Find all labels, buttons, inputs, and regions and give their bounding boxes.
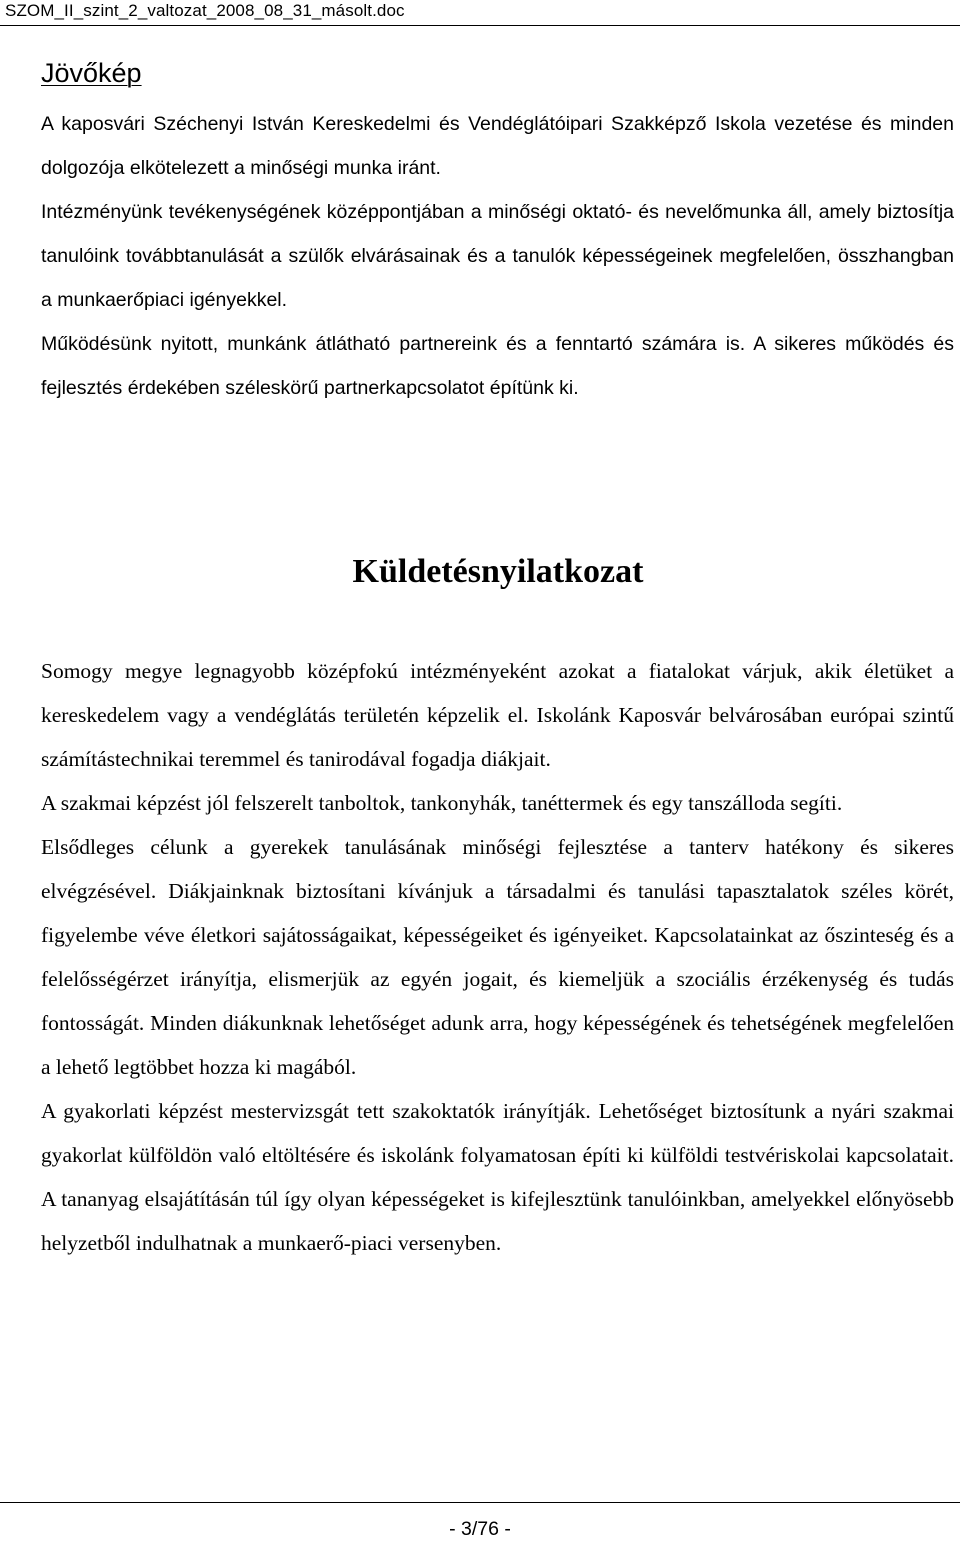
section-heading-mission: Küldetésnyilatkozat bbox=[352, 553, 644, 590]
paragraph: Intézményünk tevékenységének középpontjában a minőségi oktató- és nevelőmunka áll, amely biztosítja tanulóink továbbtanulását a szülők elvárásainak és a tanulók képességeinek megfelelően, összhangban a munkaerőpiaci igényekkel. bbox=[41, 201, 954, 311]
page-number: - 3/76 - bbox=[449, 1518, 511, 1540]
mission-text bbox=[41, 649, 954, 1265]
paragraph: A gyakorlati képzést mestervizsgát tett szakoktatók irányítják. Lehetőséget biztosítunk a nyári szakmai gyakorlat külföldön való eltöltésére és iskolánk folyamatosan építi ki külföldi testvériskolai kapcsolatait. A tananyag elsajátításán túl így olyan képességeket is kifejlesztünk tanulóinkban, amelyekkel előnyösebb helyzetből indulhatnak a munkaerő-piaci versenyben. bbox=[41, 1099, 954, 1255]
vision-text bbox=[41, 102, 954, 410]
paragraph: Működésünk nyitott, munkánk átlátható partnereink és a fenntartó számára is. A sikeres működés és fejlesztés érdekében széleskörű partnerkapcsolatot építünk ki. bbox=[41, 333, 954, 399]
paragraph: Elsődleges célunk a gyerekek tanulásának minőségi fejlesztése a tanterv hatékony és sikeres elvégzésével. Diákjainknak biztosítani kívánjuk a társadalmi és tanulási tapasztalatok széles körét, figyelembe véve életkori sajátosságaikat, képességeiket és igényeiket. Kapcsolatainkat az őszinteség és a felelősségérzet irányítja, elismerjük az egyén jogait, és kiemeljük a szociális érzékenység és tudás fontosságát. Minden diákunknak lehetőséget adunk arra, hogy képességének és tehetségének megfelelően a lehető legtöbbet hozza ki magából. bbox=[41, 835, 954, 1079]
section-heading-vision: Jövőkép bbox=[41, 58, 142, 88]
paragraph: Somogy megye legnagyobb középfokú intézményeként azokat a fiatalokat várjuk, akik életüket a kereskedelem vagy a vendéglátás területén képzelik el. Iskolánk Kaposvár belvárosában európai szintű számítástechnikai teremmel és tanirodával fogadja diákjait. bbox=[41, 659, 954, 771]
paragraph: A kaposvári Széchenyi István Kereskedelmi és Vendéglátóipari Szakképző Iskola vezetése és minden dolgozója elkötelezett a minőségi munka iránt. bbox=[41, 113, 954, 179]
header-divider bbox=[0, 25, 960, 26]
footer-divider bbox=[0, 1502, 960, 1503]
document-header: SZOM_II_szint_2_valtozat_2008_08_31_másolt.doc bbox=[5, 1, 405, 20]
paragraph: A szakmai képzést jól felszerelt tanboltok, tankonyhák, tanéttermek és egy tanszálloda segíti. bbox=[41, 791, 843, 815]
